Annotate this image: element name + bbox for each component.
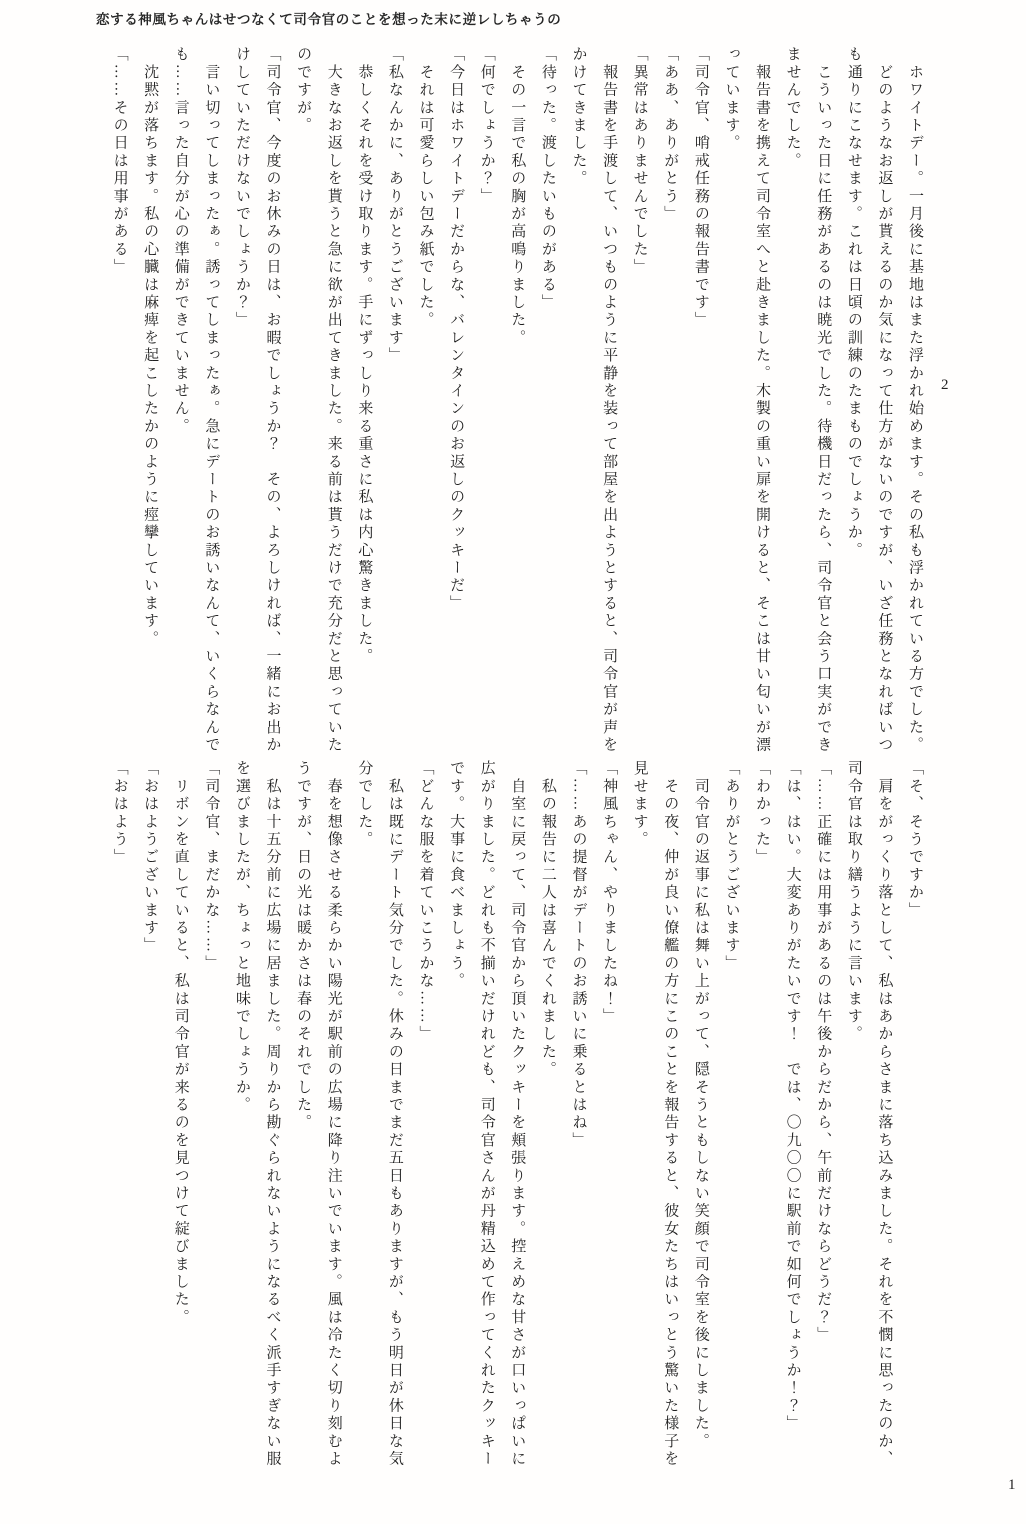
text-column-paragraph: 「……正確には用事があるのは午後からだから、午前だけならどうだ？」: [815, 760, 832, 1345]
text-column-paragraph: 恭しくそれを受け取ります。手にずっしり来る重さに私は内心驚きました。: [356, 46, 373, 666]
text-column-paragraph: 沈黙が落ちます。私の心臓は麻痺を起こしたかのように痙攣しています。: [142, 46, 159, 648]
text-column-paragraph: その夜、仲が良い僚艦の方にこのことを報告すると、彼女たちはいっとう驚いた様子を見せます。: [631, 760, 679, 1468]
page-number-bottom: 1: [1008, 1477, 1016, 1493]
text-column-paragraph: 「わかった」: [754, 760, 771, 867]
text-column-paragraph: 私の報告に二人は喜んでくれました。: [539, 760, 556, 1079]
text-column-paragraph: 私は十五分前に広場に居ました。周りから勘ぐられないようになるべく派手すぎない服を選びましたが、ちょっと地味でしょうか。: [233, 760, 281, 1468]
text-column-paragraph: 「おはようございます」: [142, 760, 159, 955]
text-column-paragraph: 「おはよう」: [111, 760, 128, 867]
text-column-paragraph: どのようなお返しが貰えるのか気になって仕方がないのですが、いざ任務となればいつも通りにこなせます。これは日頃の訓練のたまものでしょうか。: [845, 46, 893, 754]
text-column-paragraph: 春を想像させる柔らかい陽光が駅前の広場に降り注いでいます。風は冷たく切り刻むようですが、日の光は暖かさは春のそれでした。: [295, 760, 342, 1468]
text-column-paragraph: 大きなお返しを貰うと急に欲が出てきました。来る前は貰うだけで充分だと思っていたのですが。: [295, 46, 342, 754]
text-column-paragraph: それは可愛らしい包み紙でした。: [417, 46, 434, 330]
text-column-paragraph: 「そ、そうですか」: [907, 760, 923, 920]
text-column-paragraph: 「異常はありませんでした」: [631, 46, 648, 277]
text-column-paragraph: 言い切ってしまったぁ。誘ってしまったぁ。急にデートのお誘いなんて、いくらなんでも……言った自分が心の準備ができていません。: [172, 46, 220, 754]
text-column-paragraph: リボンを直していると、私は司令官が来るのを見つけて綻びました。: [172, 760, 189, 1327]
text-column-paragraph: 「私なんかに、ありがとうございます」: [386, 46, 403, 365]
text-column-paragraph: 「……その日は用事がある」: [111, 46, 128, 277]
text-column-paragraph: 私は既にデート気分でした。休みの日までまだ五日もありますが、もう明日が休日な気分でした。: [356, 760, 403, 1468]
text-column-paragraph: 自室に戻って、司令官から頂いたクッキーを頬張ります。控えめな甘さが口いっぱいに広がりました。どれも不揃いだけれども、司令官さんが丹精込めて作ってくれたクッキーです。大事に食べましょう。: [448, 760, 526, 1468]
text-column-paragraph: 「ありがとうございます」: [723, 760, 740, 973]
text-column-paragraph: 「今日はホワイトデーだからな、バレンタインのお返しのクッキーだ」: [448, 46, 465, 613]
text-column-paragraph: 「は、はい。大変ありがたいです！ では、〇九〇〇に駅前で如何でしょうか！？」: [784, 760, 801, 1433]
page-2-vertical-text-block: [100, 46, 930, 760]
text-column-paragraph: 「何でしょうか？」: [478, 46, 495, 206]
text-column-paragraph: 「……あの提督がデートのお誘いに乗るとはね」: [570, 760, 587, 1150]
text-column-paragraph: 報告書を手渡して、いつものように平静を装って部屋を出ようとすると、司令官が声をかけてきました。: [570, 46, 618, 754]
text-column-paragraph: こういった日に任務があるのは暁光でした。待機日だったら、司令官と会う口実ができませんでした。: [784, 46, 832, 754]
text-column-paragraph: 肩をがっくり落として、私はあからさまに落ち込みました。それを不憫に思ったのか、司令官は取り繕うように言います。: [845, 760, 893, 1468]
text-column-paragraph: 「どんな服を着ていこうかな……」: [417, 760, 434, 1044]
running-header-title: 恋する神風ちゃんはせつなくて司令官のことを想った末に逆レしちゃうの: [96, 12, 562, 27]
text-column-paragraph: 「司令官、今度のお休みの日は、お暇でしょうか？ その、よろしければ、一緒にお出かけしていただけないでしょうか？」: [233, 46, 281, 754]
text-column-paragraph: ホワイトデー。一月後に基地はまた浮かれ始めます。その私も浮かれている方でした。: [907, 46, 923, 754]
text-column-paragraph: 報告書を携えて司令室へと赴きました。木製の重い扉を開けると、そこは甘い匂いが漂っています。: [723, 46, 771, 754]
text-column-paragraph: 「司令官、まだかな……」: [203, 760, 220, 973]
page-number-top: 2: [941, 377, 949, 393]
page-1-vertical-text-block: [100, 760, 930, 1474]
text-column-paragraph: 「神風ちゃん、やりましたね！」: [601, 760, 618, 1026]
text-column-paragraph: 司令官の返事に私は舞い上がって、隠そうともしない笑顔で司令室を後にしました。: [692, 760, 709, 1451]
text-column-paragraph: 「ああ、ありがとう」: [662, 46, 679, 223]
text-column-paragraph: 「司令官、哨戒任務の報告書です」: [692, 46, 709, 330]
text-column-paragraph: その一言で私の胸が高鳴りました。: [509, 46, 526, 347]
text-column-paragraph: 「待った。渡したいものがある」: [539, 46, 556, 312]
